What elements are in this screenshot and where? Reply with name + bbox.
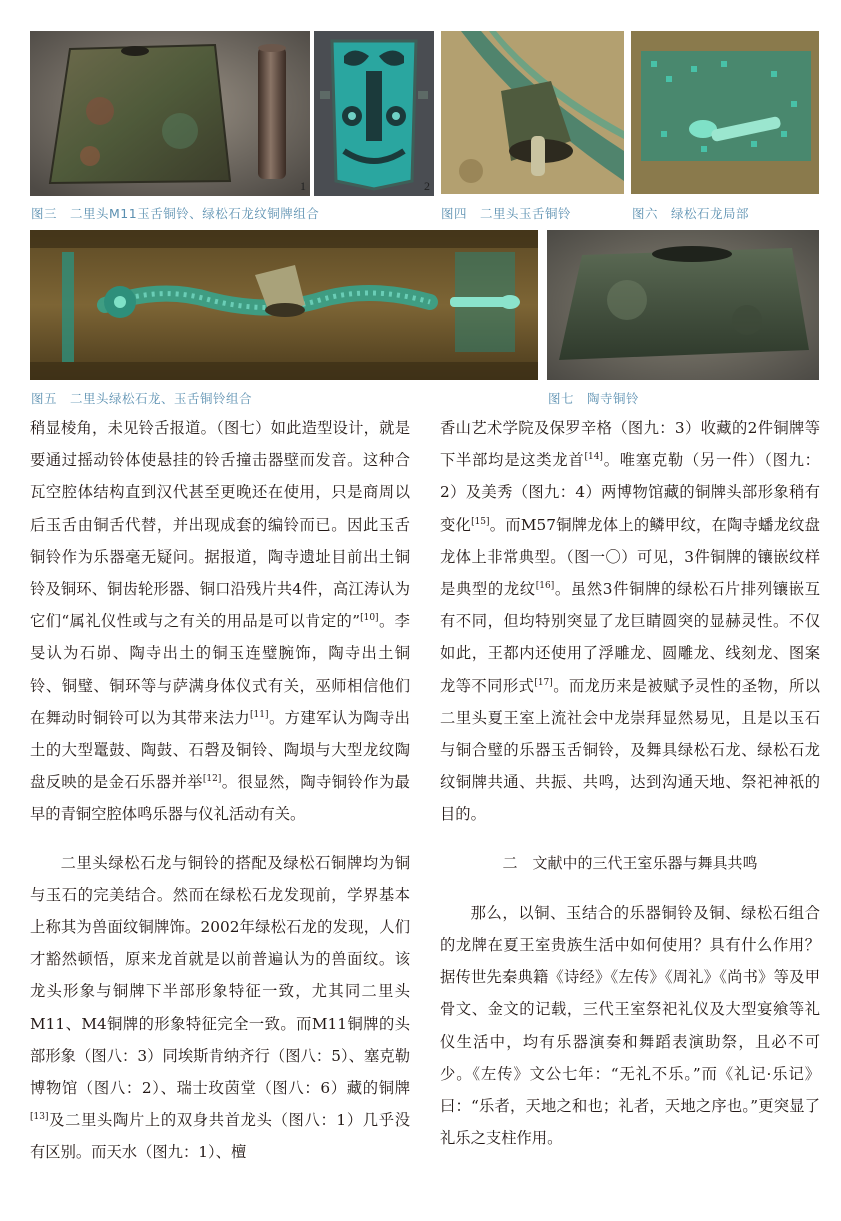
ref-12: [12] — [202, 774, 222, 785]
ref-17: [17] — [534, 677, 553, 688]
fig6-turquoise-dragon-detail-photo — [631, 31, 819, 194]
left-paragraph-1: 稍显棱角，未见铃舌报道。（图七）如此造型设计，就是要通过摇动铃体使悬挂的铃舌撞击器壁而发音。这种合瓦空腔体结构直到汉代甚至更晚还在使用，只是商周以后玉舌由铜舌代替，并出现成套的编铃而已。因此玉舌铜铃作为乐器毫无疑问。据报道，陶寺遗址目前出土铜铃及铜环、铜齿轮形器、铜口沿残片共4件，高江涛认为它们“属礼仪性或与之有关的用品是可以肯定的”[10]。李旻认为石峁、陶寺出土的铜玉连璧腕饰，陶寺出土铜铃、铜璧、铜环等与萨满身体仪式有关，巫师相信他们在舞动时铜铃可以为其带来法力[11]。方建军认为陶寺出土的大型鼍鼓、陶鼓、石磬及铜铃、陶埙与大型龙纹陶盘反映的是金石乐器并举[12]。很显然，陶寺铜铃作为最早的青铜空腔体鸣乐器与仪礼活动有关。 — [30, 419, 410, 824]
fig3-plate2-turquoise-plaque-photo — [314, 31, 434, 196]
right-paragraph-2: 那么，以铜、玉结合的乐器铜铃及铜、绿松石组合的龙牌在夏王室贵族生活中如何使用？具有什么作用？据传世先秦典籍《诗经》《左传》《周礼》《尚书》等及甲骨文、金文的记载，三代王室祭祀礼仪及大型宴飨等礼仪生活中，均有乐器演奏和舞蹈表演助祭，且必不可少。《左传》文公七年：“无礼不乐。”而《礼记·乐记》曰：“乐者，天地之和也；礼者，天地之序也。”更突显了礼乐之支柱作用。 — [440, 903, 820, 1148]
plate-number-1: 1 — [300, 179, 306, 193]
section-heading: 二 文献中的三代王室乐器与舞具共鸣 — [502, 853, 758, 872]
ref-16: [16] — [535, 580, 555, 591]
fig5-turquoise-dragon-bell-set-photo — [30, 230, 538, 380]
ref-15: [15] — [471, 516, 490, 527]
right-text-column — [440, 412, 820, 1154]
left-paragraph-2: 二里头绿松石龙与铜铃的搭配及绿松石铜牌均为铜与玉石的完美结合。然而在绿松石龙发现前，学界基本上称其为兽面纹铜牌饰。2002年绿松石龙的发现，人们才豁然顿悟，原来龙首就是以前普遍认为的兽面纹。该龙头形象与铜牌下半部形象特征一致，尤其同二里头M11、M4铜牌的形象特征完全一致。而M11铜牌的头部形象（图八：3）同埃斯肯纳齐行（图八：5）、塞克勒博物馆（图八：2）、瑞士玫茵堂（图八：6）藏的铜牌[13]及二里头陶片上的双身共首龙头（图八：1）几乎没有区别。而天水（图九：1）、檀 — [30, 853, 410, 1162]
caption-fig7: 图七 陶寺铜铃 — [548, 391, 640, 406]
caption-fig4: 图四 二里头玉舌铜铃 — [441, 206, 572, 221]
fig3-plate1-bronze-bell-photo — [30, 31, 310, 196]
ref-11: [11] — [250, 709, 269, 720]
caption-fig5: 图五 二里头绿松石龙、玉舌铜铃组合 — [31, 391, 253, 406]
ref-13: [13] — [30, 1112, 49, 1123]
fig4-jade-clapper-bell-photo — [441, 31, 624, 194]
left-text-column — [30, 412, 410, 1169]
plate-number-2: 2 — [424, 179, 430, 193]
caption-fig6: 图六 绿松石龙局部 — [632, 206, 750, 221]
ref-10: [10] — [360, 613, 379, 624]
caption-fig3: 图三 二里头M11玉舌铜铃、绿松石龙纹铜牌组合 — [31, 206, 320, 221]
fig7-taosi-bronze-bell-photo — [547, 230, 819, 380]
ref-14: [14] — [584, 452, 603, 463]
right-paragraph-1: 香山艺术学院及保罗辛格（图九：3）收藏的2件铜牌等下半部均是这类龙首[14]。唯塞克勒（另一件）（图九：2）及美秀（图九：4）两博物馆藏的铜牌头部形象稍有变化[15]。而M57铜牌龙体上的鳞甲纹，在陶寺蟠龙纹盘龙体上非常典型。（图一〇）可见，3件铜牌的镶嵌纹样是典型的龙纹[16]。虽然3件铜牌的绿松石片排列镶嵌互有不同，但均特别突显了龙巨睛圆突的显赫灵性。不仅如此，王都内还使用了浮雕龙、圆雕龙、线刻龙、图案龙等不同形式[17]。而龙历来是被赋予灵性的圣物，所以二里头夏王室上流社会中龙崇拜显然易见，且是以玉石与铜合璧的乐器玉舌铜铃，及舞具绿松石龙、绿松石龙纹铜牌共通、共振、共鸣，达到沟通天地、祭祀神祇的目的。 — [440, 419, 820, 824]
